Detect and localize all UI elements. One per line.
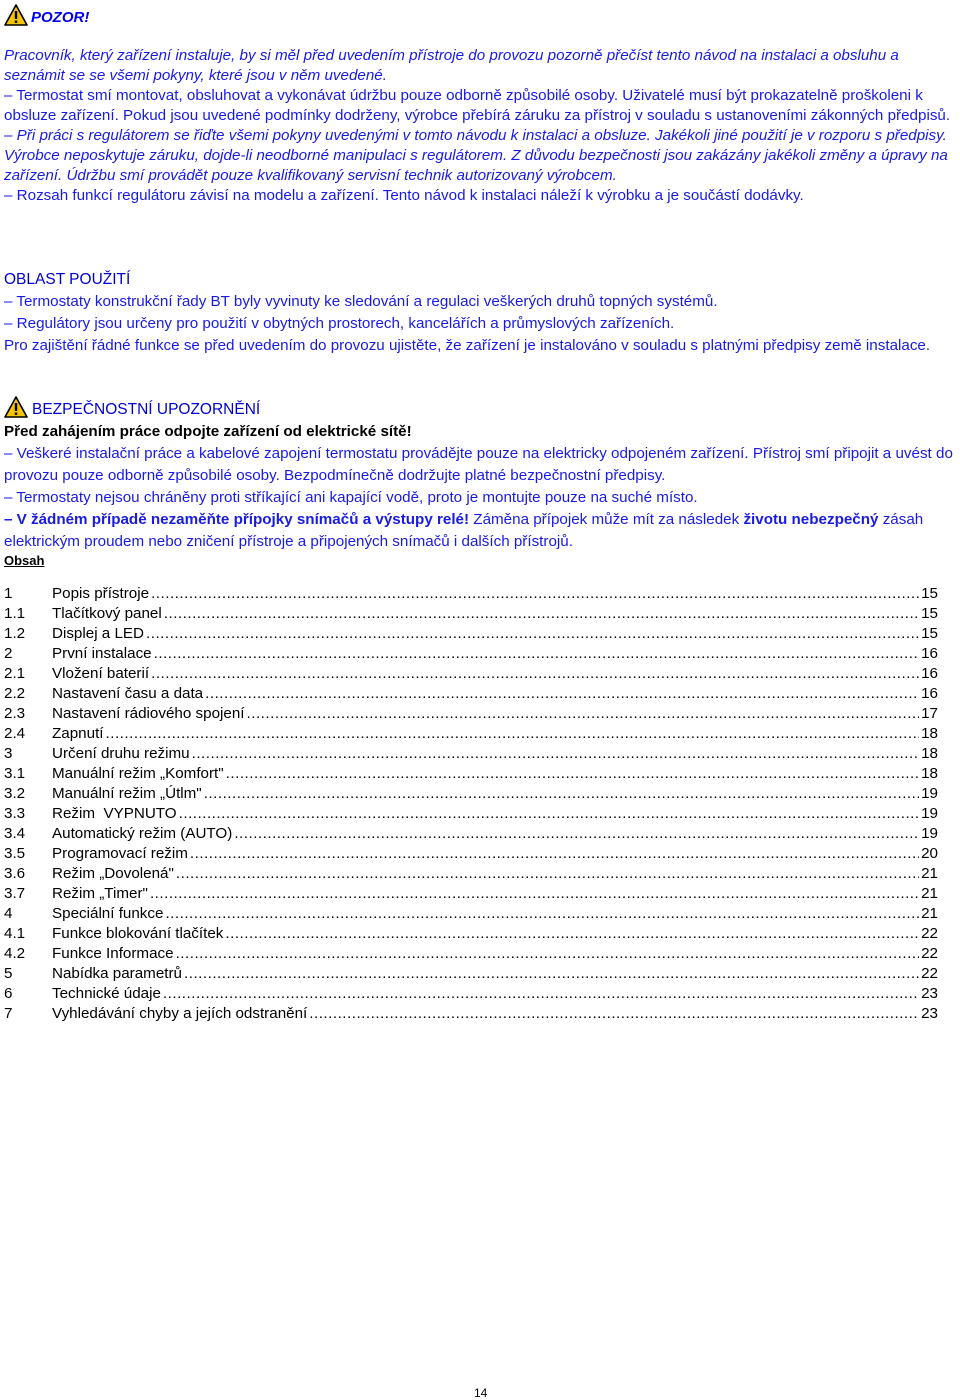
toc-row[interactable] bbox=[4, 825, 938, 845]
toc-number: 3.6 bbox=[4, 865, 26, 882]
toc-row[interactable] bbox=[4, 1005, 938, 1025]
table-of-contents bbox=[4, 585, 938, 1025]
toc-number: 5 bbox=[4, 965, 13, 982]
toc-number: 3.2 bbox=[4, 785, 26, 802]
toc-row[interactable] bbox=[4, 885, 938, 905]
toc-leader-dots bbox=[190, 845, 919, 862]
toc-leader-dots bbox=[146, 625, 919, 642]
toc-number: 1.2 bbox=[4, 625, 26, 642]
toc-page: 18 bbox=[921, 725, 938, 742]
toc-row[interactable] bbox=[4, 645, 938, 665]
toc-title: Manuální režim „Útlm" bbox=[52, 785, 202, 802]
safety-bold-line: Před zahájením práce odpojte zařízení od elektrické sítě! bbox=[4, 423, 412, 440]
toc-leader-dots bbox=[163, 985, 919, 1002]
intro-paragraph-1: Pracovník, který zařízení instaluje, by si měl před uvedením přístroje do provozu pozorně přečíst tento návod na instalaci a obsluhu a seznámit se se všemi pokyny, které jsou v něm uvedené. bbox=[4, 47, 899, 84]
toc-leader-dots bbox=[204, 785, 919, 802]
toc-page: 19 bbox=[921, 805, 938, 822]
toc-page: 18 bbox=[921, 765, 938, 782]
toc-leader-dots bbox=[247, 705, 920, 722]
toc-row[interactable] bbox=[4, 665, 938, 685]
toc-number: 3.7 bbox=[4, 885, 26, 902]
toc-row[interactable] bbox=[4, 965, 938, 985]
toc-leader-dots bbox=[151, 665, 919, 682]
toc-row[interactable] bbox=[4, 865, 938, 885]
toc-row[interactable] bbox=[4, 905, 938, 925]
warning-triangle-icon bbox=[4, 4, 28, 26]
toc-row[interactable] bbox=[4, 725, 938, 745]
toc-page: 19 bbox=[921, 785, 938, 802]
toc-page: 22 bbox=[921, 945, 938, 962]
toc-leader-dots bbox=[164, 605, 919, 622]
toc-row[interactable] bbox=[4, 685, 938, 705]
toc-row[interactable] bbox=[4, 625, 938, 645]
toc-row[interactable] bbox=[4, 585, 938, 605]
toc-page: 15 bbox=[921, 625, 938, 642]
toc-page: 20 bbox=[921, 845, 938, 862]
toc-number: 3 bbox=[4, 745, 13, 762]
toc-title: Vyhledávání chyby a jejích odstranění bbox=[52, 1005, 308, 1022]
toc-number: 3.4 bbox=[4, 825, 26, 842]
toc-title: Zapnutí bbox=[52, 725, 104, 742]
toc-number: 2 bbox=[4, 645, 13, 662]
toc-leader-dots bbox=[176, 865, 919, 882]
toc-number: 7 bbox=[4, 1005, 13, 1022]
toc-page: 17 bbox=[921, 705, 938, 722]
toc-title: Určení druhu režimu bbox=[52, 745, 190, 762]
toc-page: 21 bbox=[921, 905, 938, 922]
toc-number: 4.1 bbox=[4, 925, 26, 942]
toc-page: 16 bbox=[921, 685, 938, 702]
usage-line-2: – Regulátory jsou určeny pro použití v obytných prostorech, kancelářích a průmyslových zařízeních. bbox=[4, 315, 675, 332]
toc-row[interactable] bbox=[4, 765, 938, 785]
toc-page: 21 bbox=[921, 865, 938, 882]
intro-paragraph-4: – Rozsah funkcí regulátoru závisí na modelu a zařízení. Tento návod k instalaci náleží k výrobku a je součástí dodávky. bbox=[4, 187, 804, 204]
toc-leader-dots bbox=[179, 805, 919, 822]
toc-title: Speciální funkce bbox=[52, 905, 164, 922]
usage-line-1: – Termostaty konstrukční řady BT byly vyvinuty ke sledování a regulaci veškerých druhů topných systémů. bbox=[4, 293, 718, 310]
safety-line-1: – Veškeré instalační práce a kabelové zapojení termostatu provádějte pouze na elektricky odpojeném zařízení. Přístroj smí připojit a uvést do provozu pouze odborně způsobilé osoby. Bezpodmínečně dodržujte platné bezpečnostní předpisy. bbox=[4, 445, 953, 484]
toc-number: 3.1 bbox=[4, 765, 26, 782]
toc-number: 3.5 bbox=[4, 845, 26, 862]
toc-row[interactable] bbox=[4, 745, 938, 765]
toc-title: Programovací režim bbox=[52, 845, 188, 862]
toc-page: 16 bbox=[921, 665, 938, 682]
safety-line-2: – Termostaty nejsou chráněny proti stříkající ani kapající vodě, proto je montujte pouze na suché místo. bbox=[4, 489, 698, 506]
toc-number: 3.3 bbox=[4, 805, 26, 822]
toc-title: První instalace bbox=[52, 645, 152, 662]
toc-title: Displej a LED bbox=[52, 625, 145, 642]
toc-title: Režim „Timer" bbox=[52, 885, 148, 902]
toc-leader-dots bbox=[192, 745, 920, 762]
toc-page: 21 bbox=[921, 885, 938, 902]
toc-page: 16 bbox=[921, 645, 938, 662]
toc-heading: Obsah bbox=[4, 553, 45, 568]
toc-leader-dots bbox=[176, 945, 920, 962]
toc-row[interactable] bbox=[4, 785, 938, 805]
toc-number: 1.1 bbox=[4, 605, 26, 622]
safety-section bbox=[4, 396, 958, 553]
toc-title: Nastavení času a data bbox=[52, 685, 204, 702]
toc-page: 23 bbox=[921, 985, 938, 1002]
toc-row[interactable] bbox=[4, 925, 938, 945]
toc-row[interactable] bbox=[4, 985, 938, 1005]
toc-title: Automatický režim (AUTO) bbox=[52, 825, 233, 842]
toc-title: Nabídka parametrů bbox=[52, 965, 183, 982]
toc-number: 2.4 bbox=[4, 725, 26, 742]
toc-title: Manuální režim „Komfort" bbox=[52, 765, 224, 782]
toc-leader-dots bbox=[150, 885, 919, 902]
toc-number: 4.2 bbox=[4, 945, 26, 962]
toc-number: 2.3 bbox=[4, 705, 26, 722]
toc-page: 23 bbox=[921, 1005, 938, 1022]
toc-number: 4 bbox=[4, 905, 13, 922]
toc-leader-dots bbox=[225, 925, 919, 942]
toc-leader-dots bbox=[165, 905, 919, 922]
pozor-heading bbox=[4, 4, 89, 26]
safety-line-3-rest: Záměna přípojek může mít za následek bbox=[469, 511, 744, 528]
toc-title: Technické údaje bbox=[52, 985, 161, 1002]
toc-page: 19 bbox=[921, 825, 938, 842]
toc-title: Nastavení rádiového spojení bbox=[52, 705, 245, 722]
toc-title: Funkce Informace bbox=[52, 945, 174, 962]
toc-page: 22 bbox=[921, 965, 938, 982]
toc-row[interactable] bbox=[4, 945, 938, 965]
warning-triangle-icon bbox=[4, 396, 28, 418]
toc-number: 2.1 bbox=[4, 665, 26, 682]
toc-row[interactable] bbox=[4, 805, 938, 825]
usage-line-3: Pro zajištění řádné funkce se před uvedením do provozu ujistěte, že zařízení je instalováno v souladu s platnými předpisy země instalace. bbox=[4, 337, 931, 354]
toc-row[interactable] bbox=[4, 605, 938, 625]
toc-title: Popis přístroje bbox=[52, 585, 150, 602]
toc-title: Tlačítkový panel bbox=[52, 605, 162, 622]
toc-number: 1 bbox=[4, 585, 13, 602]
toc-page: 18 bbox=[921, 745, 938, 762]
safety-line-3 bbox=[4, 509, 958, 553]
toc-number: 2.2 bbox=[4, 685, 26, 702]
safety-line-3-end: zásah elektrickým proudem nebo zničení přístroje a připojených snímačů i dalších přístrojů. bbox=[4, 511, 924, 550]
toc-leader-dots bbox=[154, 645, 919, 662]
toc-title: Vložení baterií bbox=[52, 665, 150, 682]
safety-heading bbox=[4, 396, 958, 421]
usage-section bbox=[4, 269, 958, 357]
intro-section bbox=[4, 46, 958, 206]
safety-line-3-bold2: životu nebezpečný bbox=[743, 511, 879, 528]
toc-leader-dots bbox=[151, 585, 919, 602]
toc-title: Režim VYPNUTO bbox=[52, 805, 177, 822]
toc-leader-dots bbox=[226, 765, 919, 782]
toc-row[interactable] bbox=[4, 705, 938, 725]
intro-paragraph-2: – Termostat smí montovat, obsluhovat a vykonávat údržbu pouze odborně způsobilé osoby. Uživatelé musí být prokazatelně proškoleni k obsluze zařízení. Pokud jsou uvedené podmínky dodrženy, výrobce přebírá záruku za přístroj v souladu s ustanoveními zákonných předpisů. bbox=[4, 87, 951, 124]
toc-leader-dots bbox=[205, 685, 919, 702]
safety-title: BEZPEČNOSTNÍ UPOZORNĚNÍ bbox=[32, 401, 261, 418]
toc-title: Režim „Dovolená" bbox=[52, 865, 174, 882]
toc-leader-dots bbox=[184, 965, 919, 982]
toc-page: 15 bbox=[921, 585, 938, 602]
usage-title: OBLAST POUŽITÍ bbox=[4, 271, 131, 288]
toc-page: 22 bbox=[921, 925, 938, 942]
toc-row[interactable] bbox=[4, 845, 938, 865]
toc-title: Funkce blokování tlačítek bbox=[52, 925, 224, 942]
intro-paragraph-3: – Při práci s regulátorem se řiďte všemi pokyny uvedenými v tomto návodu k instalaci a obsluze. Jakékoli jiné použití je v rozporu s předpisy. Výrobce neposkytuje záruku, dojde-li neodborné manipulaci s regulátorem. Z důvodu bezpečnosti jsou zakázány jakékoli změny a úpravy na zařízení. Údržbu smí provádět pouze kvalifikovaný servisní technik autorizovaný výrobcem. bbox=[4, 127, 948, 184]
pozor-label: POZOR! bbox=[31, 9, 90, 26]
page-number: 14 bbox=[474, 1386, 488, 1400]
toc-leader-dots bbox=[309, 1005, 919, 1022]
toc-leader-dots bbox=[234, 825, 919, 842]
toc-page: 15 bbox=[921, 605, 938, 622]
safety-line-3-bold: – V žádném případě nezaměňte přípojky snímačů a výstupy relé! bbox=[4, 511, 470, 528]
toc-leader-dots bbox=[106, 725, 920, 742]
toc-number: 6 bbox=[4, 985, 13, 1002]
